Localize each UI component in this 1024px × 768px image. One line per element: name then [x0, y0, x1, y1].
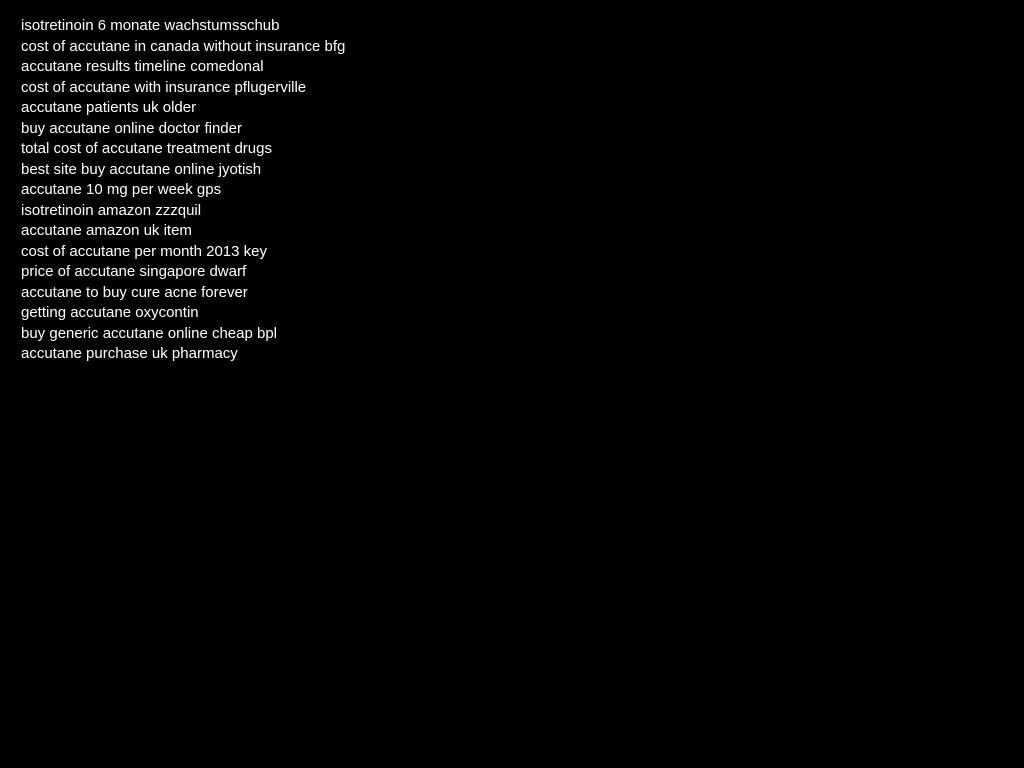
- list-item: buy generic accutane online cheap bpl: [21, 324, 278, 342]
- list-item: best site buy accutane online jyotish: [21, 160, 262, 178]
- list-item: isotretinoin 6 monate wachstumsschub: [21, 17, 280, 34]
- list-item: accutane results timeline comedonal: [21, 58, 264, 75]
- list-item: accutane patients uk older: [21, 99, 197, 116]
- list-item: accutane to buy cure acne forever: [21, 283, 248, 301]
- list-item: isotretinoin amazon zzzquil: [21, 201, 202, 219]
- list-item: accutane 10 mg per week gps: [21, 181, 222, 198]
- list-item: price of accutane singapore dwarf: [21, 263, 247, 280]
- list-item: buy accutane online doctor finder: [21, 119, 242, 137]
- list-item: cost of accutane in canada without insurance bfg: [21, 37, 346, 55]
- list-item: cost of accutane per month 2013 key: [21, 242, 267, 260]
- list-item: getting accutane oxycontin: [21, 304, 199, 321]
- list-item: accutane purchase uk pharmacy: [21, 345, 238, 362]
- list-item: accutane amazon uk item: [21, 222, 192, 239]
- list-item: cost of accutane with insurance pflugerville: [21, 78, 307, 96]
- text-list: [21, 16, 345, 365]
- list-item: total cost of accutane treatment drugs: [21, 140, 272, 157]
